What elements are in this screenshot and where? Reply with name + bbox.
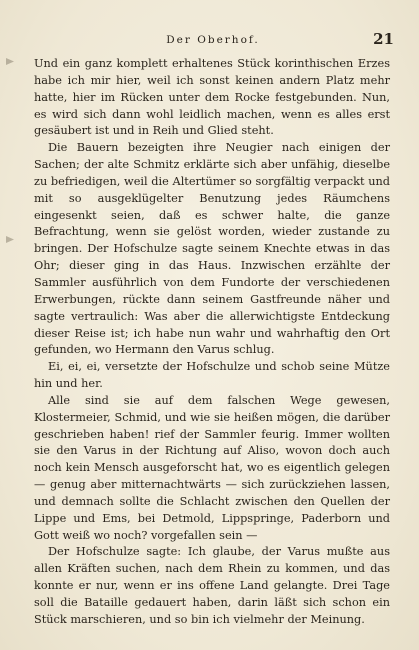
- paragraph: Die Bauern bezeigten ihre Neugier nach einigen der Sachen; der alte Schmitz erklärte sich aber unfähig, dieselbe zu befriedigen, weil die Altertümer so sorgfältig verpackt und mit so ausgeklügelter Benutzung jedes Räumchens eingesenkt seien, daß es schwer halte, die ganze Befrachtung, wenn sie gelöst worden, wieder zustande zu bringen. Der Hofschulze sagte seinem Knechte etwas in das Ohr; dieser ging in das Haus. Inzwischen erzählte der Sammler ausführlich von dem Fundorte der verschiedenen Erwerbungen, rückte dann seinem Gastfreunde näher und sagte vertraulich: Was aber die allerwichtigste Entdeckung dieser Reise ist; ich habe nun wahr und wahrhaftig den Ort gefunden, wo Hermann den Varus schlug.: [34, 141, 390, 357]
- margin-mark-icon: [6, 236, 14, 243]
- body-text: [34, 56, 390, 629]
- running-title: Der Oberhof.: [166, 34, 260, 46]
- paragraph: Und ein ganz komplett erhaltenes Stück korinthischen Erzes habe ich mir hier, weil ich sonst keinen andern Platz mehr hatte, hier im Rücken unter dem Rocke festgebunden. Nun, es wird sich dann wohl leidlich machen, wenn es alles erst gesäubert ist und in Reih und Glied steht.: [34, 57, 390, 138]
- paragraph: Alle sind sie auf dem falschen Wege gewesen, Klostermeier, Schmid, und wie sie heißen mögen, die darüber geschrieben haben! rief der Sammler feurig. Immer wollten sie den Varus in der Richtung auf Aliso, wovon doch auch noch kein Mensch ausgeforscht hat, wo es eigentlich gelegen — genug aber mitternachtwärts — sich zurückziehen lassen, und demnach sollte die Schlacht zwischen den Quellen der Lippe und Ems, bei Detmold, Lippspringe, Paderborn und Gott weiß wo noch? vorgefallen sein —: [34, 393, 390, 542]
- page-header: [30, 30, 396, 50]
- paragraph: Ei, ei, ei, versetzte der Hofschulze und schob seine Mütze hin und her.: [34, 360, 390, 391]
- paragraph: Der Hofschulze sagte: Ich glaube, der Varus mußte aus allen Kräften suchen, nach dem Rhein zu kommen, und das konnte er nur, wenn er ins offene Land gelangte. Drei Tage soll die Bataille gedauert haben, darin läßt sich schon ein Stück marschieren, und so bin ich vielmehr der Meinung.: [34, 545, 390, 626]
- margin-mark-icon: [6, 58, 14, 65]
- page-number: 21: [373, 30, 394, 48]
